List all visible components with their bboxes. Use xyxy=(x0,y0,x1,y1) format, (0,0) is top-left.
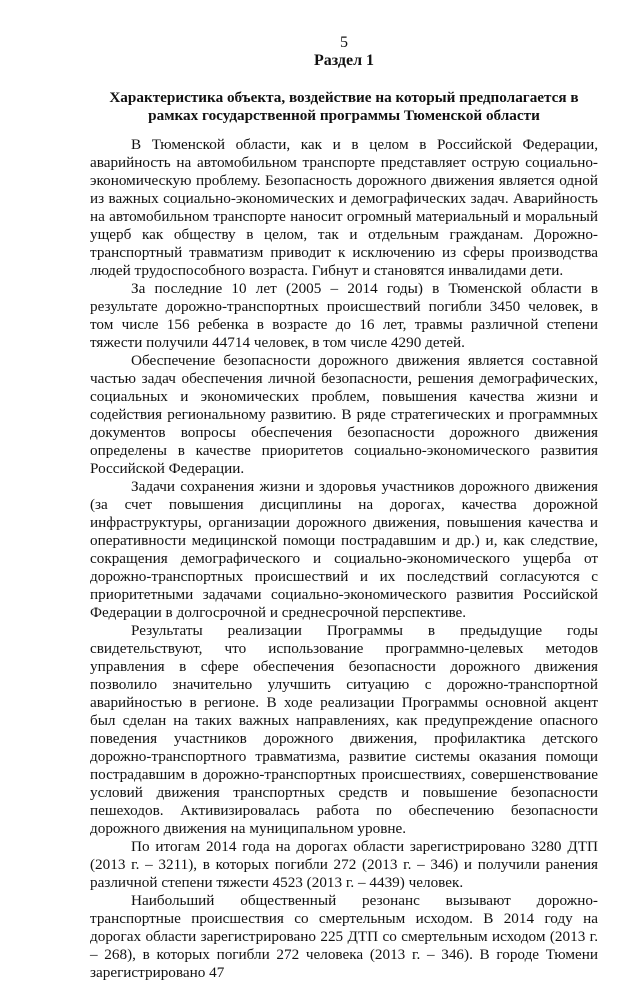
body-text xyxy=(90,136,598,982)
section-heading: Характеристика объекта, воздействие на который предполагается в рамках государственной программы Тюменской области xyxy=(109,89,579,124)
paragraph: Наибольший общественный резонанс вызывают дорожно-транспортные происшествия со смертельным исходом. В 2014 году на дорогах области зарегистрировано 225 ДТП со смертельным исходом (2013 г. – 268), в которых погибли 272 человека (2013 г. – 346). В городе Тюмени зарегистрировано 47 xyxy=(90,892,598,981)
section-title: Раздел 1 xyxy=(313,52,375,69)
paragraph: По итогам 2014 года на дорогах области зарегистрировано 3280 ДТП (2013 г. – 3211), в которых погибли 272 (2013 г. – 346) и получили ранения различной степени тяжести 4523 (2013 г. – 4439) человек. xyxy=(90,838,598,891)
paragraph: Задачи сохранения жизни и здоровья участников дорожного движения (за счет повышения дисциплины на дорогах, качества дорожной инфраструктуры, организации дорожного движения, повышения качества и оперативности медицинской помощи пострадавшим и др.) и, как следствие, сокращения демографического и социально-экономического ущерба от дорожно-транспортных происшествий и их последствий согласуются с приоритетными задачами социально-экономического развития Российской Федерации в долгосрочной и среднесрочной перспективе. xyxy=(90,478,598,621)
paragraph: Обеспечение безопасности дорожного движения является составной частью задач обеспечения личной безопасности, решения демографических, социальных и экономических проблем, повышения качества жизни и содействия региональному развитию. В ряде стратегических и программных документов вопросы обеспечения безопасности дорожного движения определены в качестве приоритетов социально-экономического развития Российской Федерации. xyxy=(90,352,598,477)
paragraph: Результаты реализации Программы в предыдущие годы свидетельствуют, что использование программно-целевых методов управления в сфере обеспечения безопасности дорожного движения позволило значительно улучшить ситуацию с дорожно-транспортной аварийностью в регионе. В ходе реализации Программы основной акцент был сделан на таких важных направлениях, как предупреждение опасного поведения участников дорожного движения, профилактика детского дорожно-транспортного травматизма, развитие системы оказания помощи пострадавшим в дорожно-транспортных происшествиях, совершенствование условий движения транспортных средств и повышение безопасности пешеходов. Активизировалась работа по обеспечению безопасности дорожного движения на муниципальном уровне. xyxy=(90,622,598,837)
paragraph: За последние 10 лет (2005 – 2014 годы) в Тюменской области в результате дорожно-транспортных происшествий погибли 3450 человек, в том числе 156 ребенка в возрасте до 16 лет, травмы различной степени тяжести получили 44714 человек, в том числе 4290 детей. xyxy=(90,280,598,351)
page-number: 5 xyxy=(340,34,348,51)
paragraph: В Тюменской области, как и в целом в Российской Федерации, аварийность на автомобильном транспорте представляет острую социально-экономическую проблему. Безопасность дорожного движения является одной из важных социально-экономических и демографических задач. Аварийность на автомобильном транспорте наносит огромный материальный и моральный ущерб как обществу в целом, так и отдельным гражданам. Дорожно-транспортный травматизм приводит к исключению из сферы производства людей трудоспособного возраста. Гибнут и становятся инвалидами дети. xyxy=(90,136,598,279)
